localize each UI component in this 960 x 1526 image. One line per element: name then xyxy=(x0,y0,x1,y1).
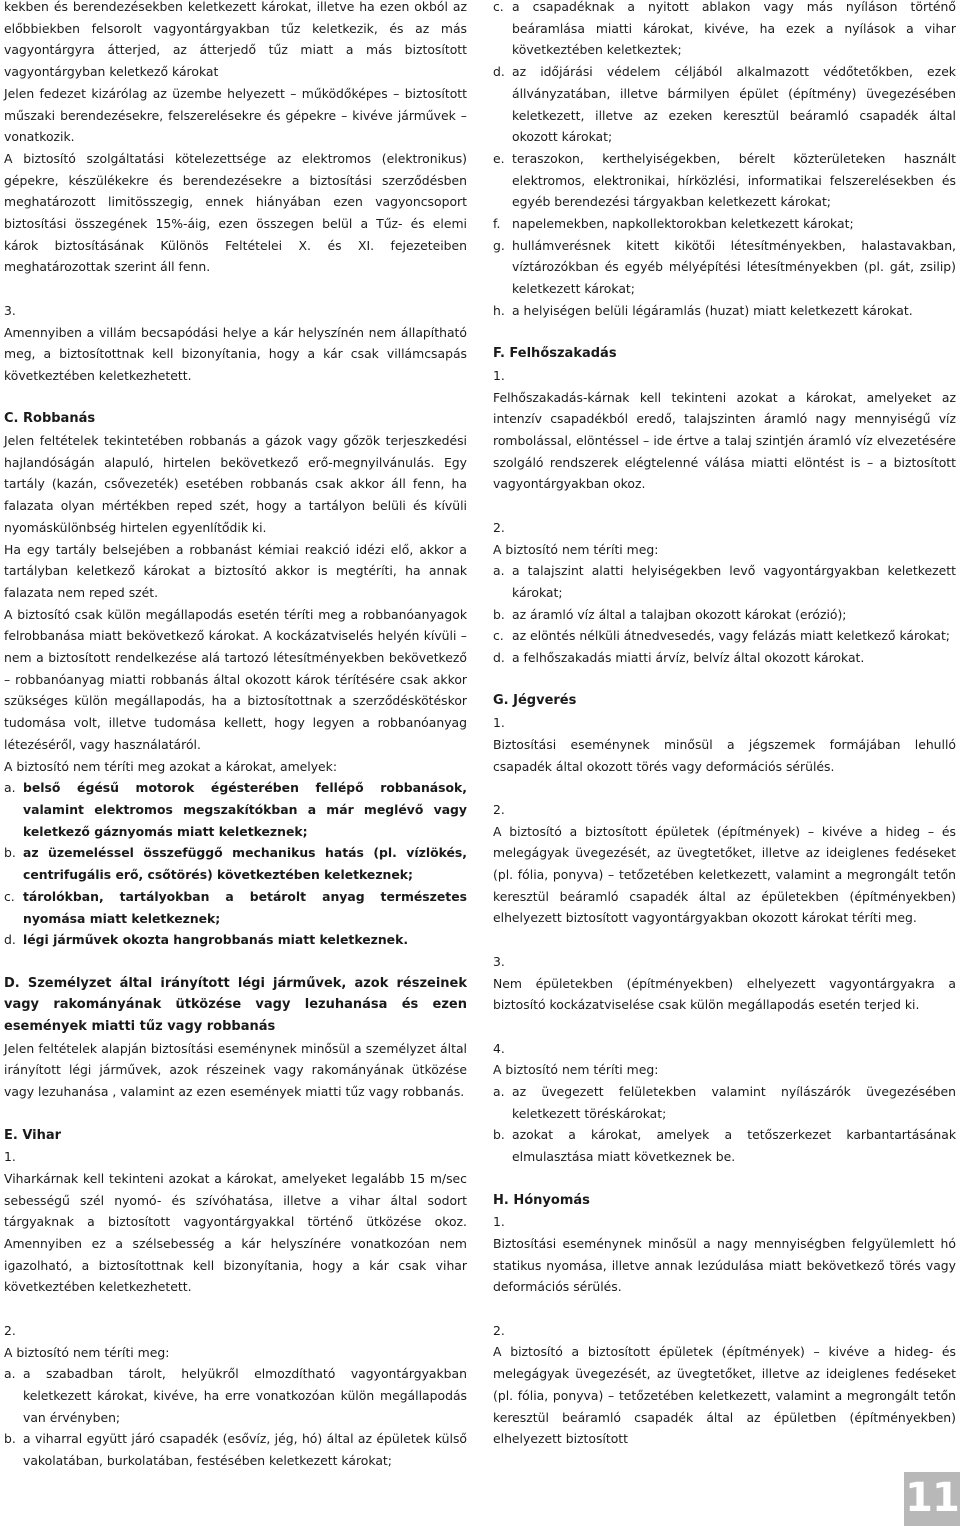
section-heading-e: E. Vihar xyxy=(4,1127,62,1143)
section-number: 4. xyxy=(493,1040,505,1056)
section-number: 3. xyxy=(493,953,505,969)
section-heading-c: C. Robbanás xyxy=(4,411,96,427)
list-item: g. hullámverésnek kitett kikötői létesítményekben, halastavakban, víztározókban és egyéb mélyépítési létesítményekben (pl. gát, zsilip) keletkezett károkat; xyxy=(493,237,956,297)
paragraph: A biztosító a biztosított épületek (építmények) – kivéve a hideg- és melegágyak üvegezését, az üvegtetőket, illetve az ideiglenes fedéseket (pl. fólia, ponyva) – tetőzetében keletkezett, valamint a megrongált tetőn keresztül beáramló csapadék által az épületben (építményekben) elhelyezett biztosított xyxy=(493,1344,956,1447)
paragraph: A biztosító nem téríti meg azokat a károkat, amelyek: xyxy=(4,758,338,774)
paragraph: A biztosító nem téríti meg: xyxy=(493,1062,659,1078)
paragraph: Felhőszakadás-kárnak kell tekinteni azokat a károkat, amelyeket az intenzív csapadékból eredő, talajszinten áramló nagy mennyiségű víz rombolással, elöntéssel – ide értve a talaj szintjén áramló víz elvezetésére szolgáló rendszerek elégtelenné válása miatti elöntést is – a biztosított vagyontárgyakban okoz. xyxy=(493,389,956,492)
paragraph: A biztosító nem téríti meg: xyxy=(493,541,659,557)
paragraph: A biztosító a biztosított épületek (építmények) – kivéve a hideg – és melegágyak üvegezését, az üvegtetőket, illetve az ideiglenes fedéseket (pl. fólia, ponyva) – tetőzetében keletkezett, valamint a megrongált tetőn keresztül beáramló csapadék által az épületekben (építményekben) elhelyezett biztosított vagyontárgyakban okozott károkat téríti meg. xyxy=(493,823,956,926)
section-heading-d: D. Személyzet által irányított légi járművek, azok részeinek vagy rakományának ütközése vagy lezuhanása és ezen események miatti tűz vagy robbanás xyxy=(4,975,467,1034)
list-item: b. az üzemeléssel összefüggő mechanikus hatás (pl. vízlökés, centrifugális erő, csőtörés) következtében keletkeznek; xyxy=(4,845,467,883)
list-item: c. tárolókban, tartályokban a betárolt anyag természetes nyomása miatt keletkeznek; xyxy=(4,888,467,926)
left-column xyxy=(4,0,467,1472)
section-number: 1. xyxy=(493,715,505,731)
list-item: a. a szabadban tárolt, helyükről elmozdítható vagyontárgyakban keletkezett károkat, kivéve, ha erre vonatkozóan külön megállapodás van érvényben; xyxy=(4,1366,467,1425)
paragraph: Biztosítási eseménynek minősül a nagy mennyiségben felgyülemlett hó statikus nyomása, illetve annak lezúdulása miatt bekövetkező törés vagy deformációs sérülés. xyxy=(493,1235,956,1295)
list-item: a. az üvegezett felületekben valamint nyílászárók üvegezésében keletkezett töréskárokat; xyxy=(493,1084,956,1121)
paragraph: Jelen feltételek alapján biztosítási eseménynek minősül a személyzet által irányított légi járművek, azok részeinek vagy rakományának ütközése vagy lezuhanása , valamint az ezen események miatti tűz vagy robbanás. xyxy=(4,1040,467,1100)
paragraph: A biztosító csak külön megállapodás esetén téríti meg a robbanóanyagok felrobbanása miatt bekövetkező károkat. A kockázatviselés helyén kívüli – nem a biztosított rendelkezése alá tartozó létesítményekben bekövetkező – robbanóanyag miatti robbanás által okozott károk térítésére csak akkor szükséges külön megállapodás, ha a biztosítottnak a szerződéskötéskor tudomása volt, illetve tudomása kellett, hogy legyen a robbanóanyag létezéséről, vagy használatáról. xyxy=(4,606,467,752)
paragraph: Jelen feltételek tekintetében robbanás a gázok vagy gőzök terjeszkedési hajlandóságán alapuló, hirtelen bekövetkező erő-megnyilvánulás. Egy tartály (kazán, csővezeték) esetében robbanás csak akkor áll fenn, ha falazata olyan mértékben reped szét, hogy a tartályon belüli és kívüli nyomáskülönbség hirtelen egyenlítődik ki. xyxy=(4,433,467,535)
paragraph: Ha egy tartály belsejében a robbanást kémiai reakció idézi elő, akkor a tartályban keletkező károkat a biztosító akkor is megtéríti, ha annak falazata nem reped szét. xyxy=(4,541,467,600)
section-number: 3. xyxy=(4,302,16,318)
paragraph: A biztosító szolgáltatási kötelezettsége az elektromos (elektronikus) gépekre, készülékekre és berendezésekre a biztosítási szerződésben meghatározott limitösszegig, ennek hiányában ezen vagyoncsoport biztosítási összegének 15%-áig, ezen összegen belül a Tűz- és elemi károk biztosításának Különös Feltételei X. és XI. fejezeteiben meghatározottak szerint áll fenn. xyxy=(4,150,467,275)
list-item: d. az időjárási védelem céljából alkalmazott védőtetőkben, ezek állványzatában, illetve bármilyen épület (építmény) üvegezésében keletkezett, illetve az ezeken keresztül beáramló csapadék által okozott károkat; xyxy=(493,64,956,145)
paragraph: kekben és berendezésekben keletkezett károkat, illetve ha ezen okból az előbbiekben felsorolt vagyontárgyakban tűz keletkezik, és az más vagyontárgyra átterjed, az átterjedő tűz miatt a más biztosított vagyontárgyban keletkező károkat xyxy=(4,0,467,80)
list-item: c. az elöntés nélküli átnedvesedés, vagy felázás miatt keletkező károkat; xyxy=(493,628,950,644)
page-number: 11 xyxy=(904,1472,960,1526)
list-item: b. az áramló víz által a talajban okozott károkat (erózió); xyxy=(493,606,847,622)
right-column xyxy=(493,0,956,1450)
paragraph: Biztosítási eseménynek minősül a jégszemek formájában lehulló csapadék által okozott törés vagy deformációs sérülés. xyxy=(493,736,956,774)
list-item: b. a viharral együtt járó csapadék (esővíz, jég, hó) által az épületek külső vakolatában, burkolatában, festésében keletkezett károkat; xyxy=(4,1431,467,1469)
section-heading-h: H. Hónyomás xyxy=(493,1192,590,1208)
paragraph: Nem épületekben (építményekben) elhelyezett vagyontárgyakra a biztosító kockázatviselése csak külön megállapodás esetén terjed ki. xyxy=(493,975,956,1013)
list-item: a. a talajszint alatti helyiségekben levő vagyontárgyakban keletkezett károkat; xyxy=(493,563,956,600)
section-number: 2. xyxy=(4,1322,16,1338)
list-item: h. a helyiségen belüli légáramlás (huzat) miatt keletkezett károkat. xyxy=(493,302,913,318)
list-item: d. légi járművek okozta hangrobbanás miatt keletkeznek. xyxy=(4,932,409,948)
section-number: 1. xyxy=(493,1214,505,1230)
paragraph: Viharkárnak kell tekinteni azokat a károkat, amelyeket legalább 15 m/sec sebességű szél nyomó- és szívóhatása, illetve a vihar által sodort tárgyaknak a biztosított vagyontárgyakkal történő ütközése okoz. Amennyiben ez a szélsebesség a kár helyszínére vonatkozóan nem igazolható, a biztosítottnak kell bizonyítania, hogy a kár csak vihar következtében keletkezhetett. xyxy=(4,1170,467,1295)
paragraph: Amennyiben a villám becsapódási helye a kár helyszínén nem állapítható meg, a biztosítottnak kell bizonyítania, hogy a kár csak villámcsapás következtében keletkezhetett. xyxy=(4,324,467,383)
list-item: f. napelemekben, napkollektorokban keletkezett károkat; xyxy=(493,216,854,232)
section-heading-f: F. Felhőszakadás xyxy=(493,346,617,362)
list-item: c. a csapadéknak a nyitott ablakon vagy más nyíláson történő beáramlása miatti károkat, kivéve, ha ezek a nyílások a vihar következtében keletkeztek; xyxy=(493,0,956,58)
list-item: e. teraszokon, kerthelyiségekben, bérelt közterületeken használt elektromos, elektronikai, hírközlési, informatikai felszerelésekben és egyéb berendezési tárgyakban keletkezett károkat; xyxy=(493,150,956,210)
list-item: a. belső égésű motorok égésterében fellépő robbanások, valamint elektromos megszakítókban a már meglévő vagy keletkező gáznyomás miatt keletkeznek; xyxy=(4,780,467,839)
paragraph: A biztosító nem téríti meg: xyxy=(4,1344,170,1360)
section-number: 2. xyxy=(493,519,505,535)
section-number: 1. xyxy=(493,367,505,383)
section-number: 2. xyxy=(493,801,505,817)
paragraph: Jelen fedezet kizárólag az üzembe helyezett – működőképes – biztosított műszaki berendezésekre, felszerelésekre és gépekre – kivéve járművek – vonatkozik. xyxy=(4,85,467,145)
list-item: d. a felhőszakadás miatti árvíz, belvíz által okozott károkat. xyxy=(493,650,865,666)
section-number: 1. xyxy=(4,1149,16,1165)
section-heading-g: G. Jégverés xyxy=(493,693,577,709)
section-number: 2. xyxy=(493,1322,505,1338)
list-item: b. azokat a károkat, amelyek a tetőszerkezet karbantartásának elmulasztása miatt következnek be. xyxy=(493,1127,956,1165)
